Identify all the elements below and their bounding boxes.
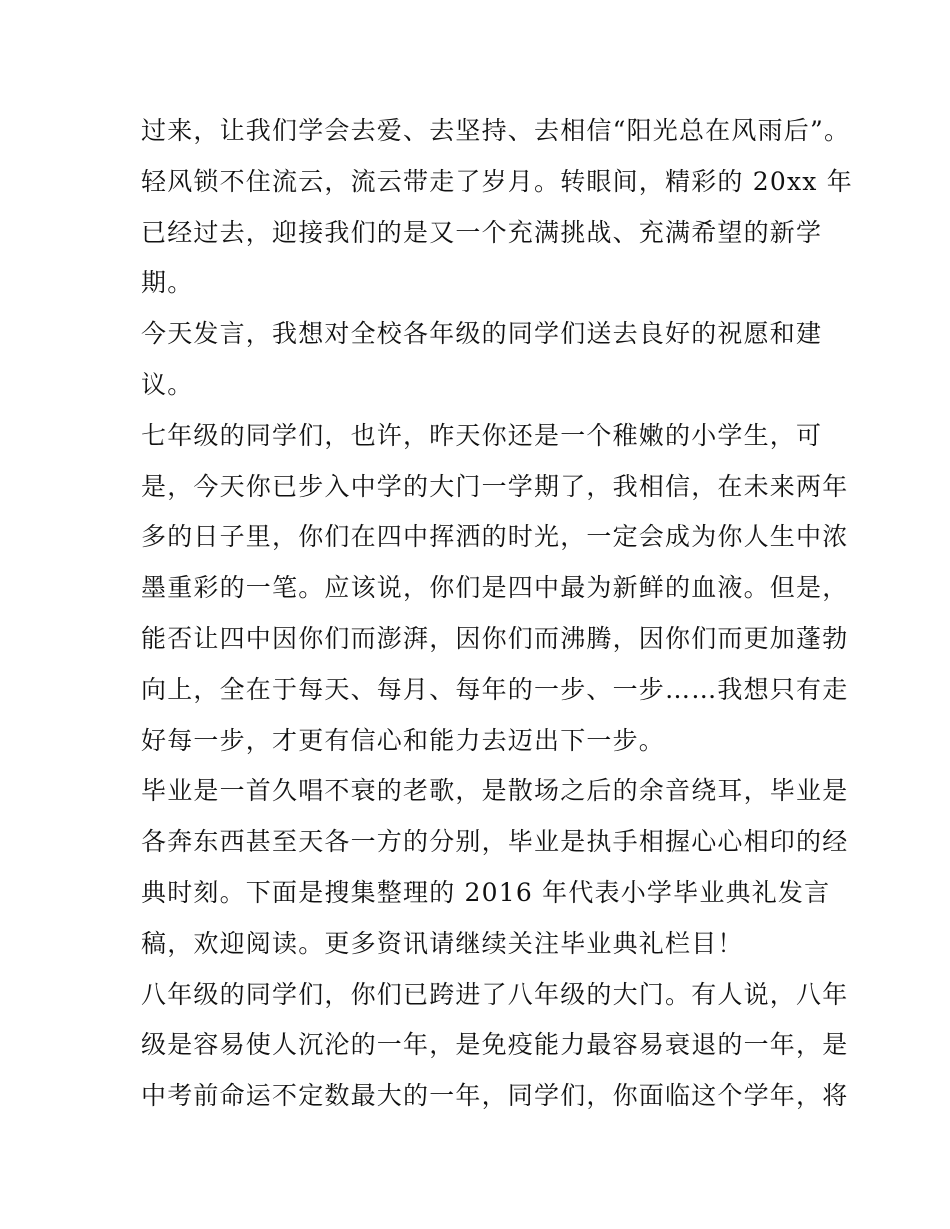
text-line-18: 八年级的同学们，你们已跨进了八年级的大门。有人说，八年	[141, 979, 849, 1009]
text-line-9: 多的日子里，你们在四中挥洒的时光，一定会成为你人生中浓	[141, 522, 849, 552]
text-line-5: 今天发言，我想对全校各年级的同学们送去良好的祝愿和建	[141, 319, 823, 349]
text-line-1: 过来，让我们学会去爱、去坚持、去相信“阳光总在风雨后”。	[141, 116, 851, 145]
text-line-10: 墨重彩的一笔。应该说，你们是四中最为新鲜的血液。但是，	[141, 573, 849, 603]
text-line-3: 已经过去，迎接我们的是又一个充满挑战、充满希望的新学	[141, 217, 823, 247]
text-line-13: 好每一步，才更有信心和能力去迈出下一步。	[141, 725, 666, 755]
text-line-16: 典时刻。下面是搜集整理的 2016 年代表小学毕业典礼发言	[141, 877, 831, 907]
text-line-7: 七年级的同学们，也许，昨天你还是一个稚嫩的小学生，可	[141, 420, 823, 450]
text-line-4: 期。	[141, 268, 194, 298]
text-line-12: 向上，全在于每天、每月、每年的一步、一步……我想只有走	[141, 674, 849, 704]
text-line-6: 议。	[141, 369, 194, 399]
text-line-14: 毕业是一首久唱不衰的老歌，是散场之后的余音绕耳，毕业是	[141, 776, 849, 806]
text-line-11: 能否让四中因你们而澎湃，因你们而沸腾，因你们而更加蓬勃	[141, 623, 849, 653]
text-line-17: 稿，欢迎阅读。更多资讯请继续关注毕业典礼栏目！	[141, 928, 744, 958]
speech-text-body	[141, 106, 853, 1122]
text-line-20: 中考前命运不定数最大的一年，同学们，你面临这个学年，将	[141, 1081, 849, 1111]
text-line-8: 是，今天你已步入中学的大门一学期了，我相信，在未来两年	[141, 471, 849, 501]
text-line-2: 轻风锁不住流云，流云带走了岁月。转眼间，精彩的 20xx 年	[141, 166, 853, 196]
text-line-15: 各奔东西甚至天各一方的分别，毕业是执手相握心心相印的经	[141, 827, 849, 857]
text-line-19: 级是容易使人沉沦的一年，是免疫能力最容易衰退的一年，是	[141, 1030, 849, 1060]
